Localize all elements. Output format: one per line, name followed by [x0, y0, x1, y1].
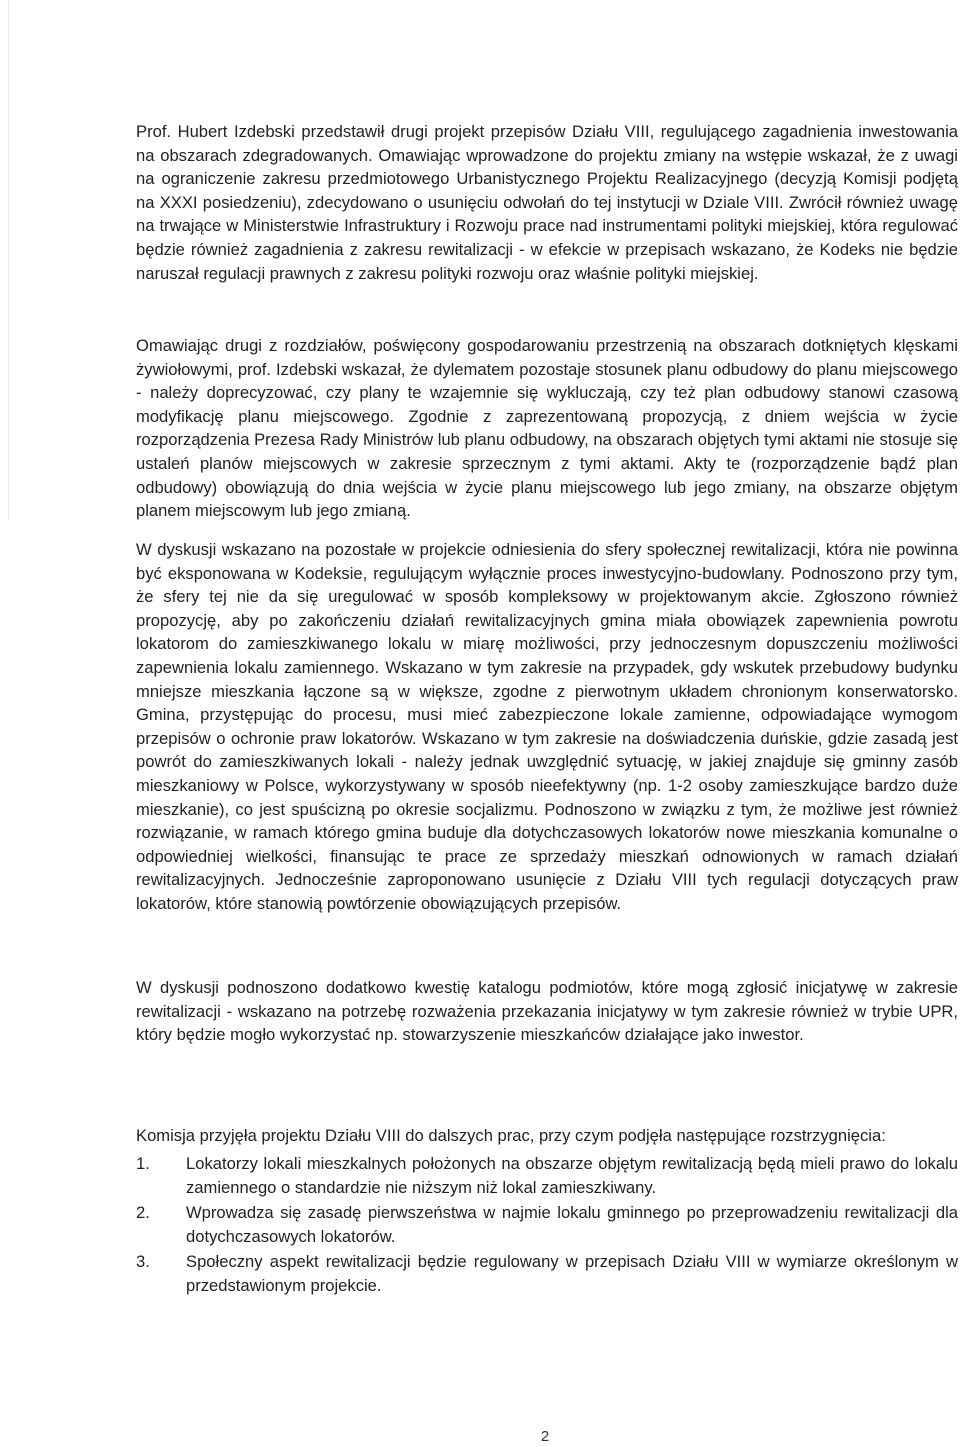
paragraph-commission-decisions-intro: Komisja przyjęła projektu Działu VIII do dalszych prac, przy czym podjęła następujące rozstrzygnięcia: [136, 1126, 886, 1145]
paragraph-izdebski-project: Prof. Hubert Izdebski przedstawił drugi projekt przepisów Działu VIII, regulującego zagadnienia inwestowania na obszarach zdegradowanych. Omawiając wprowadzone do projektu zmiany na wstępie wskazał, że z uwagi na ograniczenie zakresu przedmiotowego Urbanistycznego Projektu Realizacyjnego (decyzją Komisji podjętą na XXXI posiedzeniu), zdecydowano o usunięciu odwołań do tej instytucji w Dziale VIII. Zwrócił również uwagę na trwające w Ministerstwie Infrastruktury i Rozwoju prace nad instrumentami polityki miejskiej, która regulować będzie również zagadnienia z zakresu rewitalizacji - w efekcie w przepisach wskazano, że Kodeks nie będzie naruszał regulacji prawnych z zakresu polityki rozwoju oraz właśnie polityki miejskiej. [136, 122, 958, 283]
list-item [136, 1250, 958, 1297]
list-item-number: 1. [136, 1154, 150, 1173]
decisions-list [136, 1152, 958, 1300]
list-item-number: 3. [136, 1252, 150, 1272]
paragraph-discussion-initiative: W dyskusji podnoszono dodatkowo kwestię katalogu podmiotów, które mogą zgłosić inicjatywę w zakresie rewitalizacji - wskazano na potrzebę rozważenia przekazania inicjatywy w tym zakresie również w trybie UPR, który będzie mogło wykorzystać np. stowarzyszenie mieszkańców działające jako inwestor. [136, 978, 958, 1045]
list-item-text: Wprowadza się zasadę pierwszeństwa w najmie lokalu gminnego po przeprowadzeniu rewitalizacji dla dotychczasowych lokatorów. [186, 1203, 958, 1246]
paragraph-reconstruction-plan: Omawiając drugi z rozdziałów, poświęcony gospodarowaniu przestrzenią na obszarach dotkniętych klęskami żywiołowymi, prof. Izdebski wskazał, że dylematem pozostaje stosunek planu odbudowy do planu miejscowego - należy doprecyzować, czy plany te wzajemnie się wykluczają, czy też plan odbudowy stanowi czasową modyfikację planu miejscowego. Zgodnie z zaprezentowaną propozycją, z dniem wejścia w życie rozporządzenia Prezesa Rady Ministrów lub planu odbudowy, na obszarach objętych tymi aktami nie stosuje się ustaleń planów miejscowych w zakresie sprzecznym z tymi aktami. Akty te (rozporządzenie bądź plan odbudowy) obowiązują do dnia wejścia w życie planu miejscowego lub jego zmiany, na obszarze objętym planem miejscowym lub jego zmianą. [136, 336, 958, 521]
list-item-number: 2. [136, 1203, 150, 1223]
page-number [0, 1428, 960, 1446]
list-item [136, 1201, 958, 1248]
list-item-text: Lokatorzy lokali mieszkalnych położonych na obszarze objętym rewitalizacją będą mieli prawo do lokalu zamiennego o standardzie nie niższym niż lokal zamieszkiwany. [186, 1154, 958, 1197]
page-number-label: 2 [540, 1428, 550, 1445]
list-item [136, 1152, 958, 1199]
list-item-text: Społeczny aspekt rewitalizacji będzie regulowany w przepisach Działu VIII w wymiarze określonym w przedstawionym projekcie. [186, 1252, 958, 1295]
paragraph-discussion-social-sphere: W dyskusji wskazano na pozostałe w projekcie odniesienia do sfery społecznej rewitalizacji, która nie powinna być eksponowana w Kodeksie, regulującym wyłącznie proces inwestycyjno-budowlany. Podnoszono przy tym, że sfery tej nie da się uregulować w sposób kompleksowy w projektowanym akcie. Zgłoszono również propozycję, aby po zakończeniu działań rewitalizacyjnych gmina miała obowiązek zapewnienia powrotu lokatorom do zamieszkiwanego lokalu w miarę możliwości, przy jednoczesnym dopuszczeniu możliwości zapewnienia lokalu zamiennego. Wskazano w tym zakresie na przypadek, gdy wskutek przebudowy budynku mniejsze mieszkania łączone są w większe, zgodne z pierwotnym układem chronionym konserwatorsko. Gmina, przystępując do procesu, musi mieć zabezpieczone lokale zamienne, odpowiadające wymogom przepisów o ochronie praw lokatorów. Wskazano w tym zakresie na doświadczenia duńskie, gdzie zasadą jest powrót do zamieszkiwanych lokali - należy jednak uwzględnić sytuację, w jakiej znajduje się gminny zasób mieszkaniowy w Polsce, wykorzystywany w sposób nieefektywny (np. 1-2 osoby zamieszkujące bardzo duże mieszkanie), co jest spuścizną po okresie socjalizmu. Podnoszono w związku z tym, że możliwe jest również rozwiązanie, w ramach którego gmina buduje dla dotychczasowych lokatorów nowe mieszkania komunalne o odpowiedniej wielkości, finansując te prace ze sprzedaży mieszkań odnowionych w ramach działań rewitalizacyjnych. Jednocześnie zaproponowano usunięcie z Działu VIII tych regulacji dotyczących praw lokatorów, które stanowią powtórzenie obowiązujących przepisów. [136, 540, 958, 913]
scan-edge-line [8, 0, 9, 520]
